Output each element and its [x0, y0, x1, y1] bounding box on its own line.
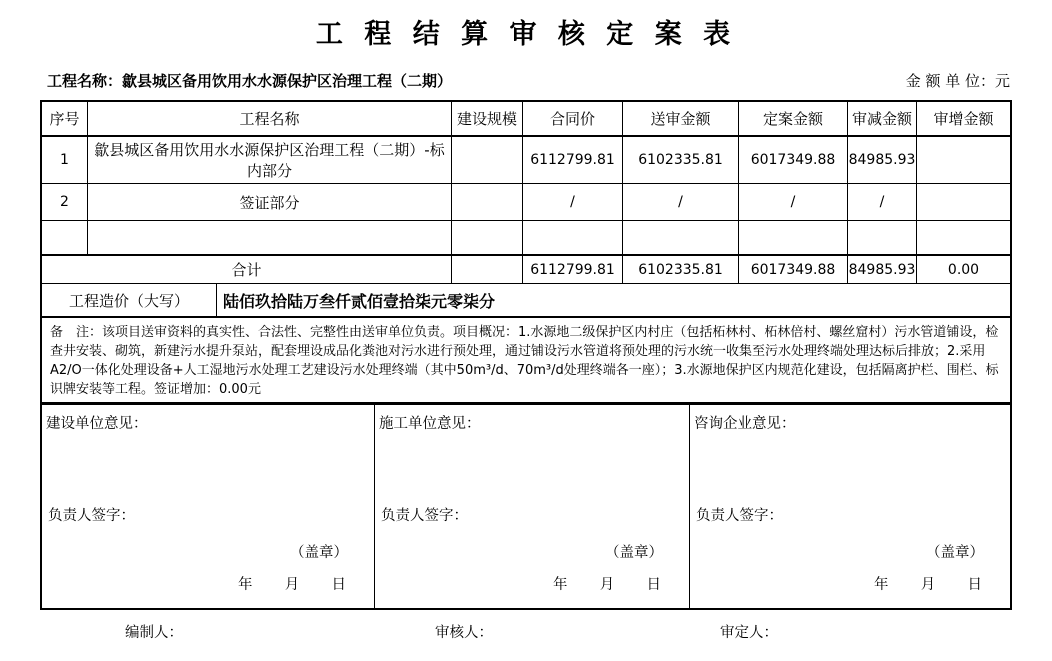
consultant-sign-label: 负责人签字：	[696, 508, 783, 524]
consultant-opinion-label: 咨询企业意见：	[694, 416, 796, 432]
contractor-seal-label: （盖章）	[605, 545, 663, 561]
owner-sign-label: 负责人签字：	[48, 508, 135, 524]
col-header-submitted-amount: 送审金额	[623, 102, 739, 135]
cell-row-no	[42, 221, 88, 254]
consultant-date-label: 年 月 日	[873, 577, 982, 593]
total-reduced-amount: 84985.93	[848, 256, 917, 283]
cell-project-name: 歙县城区备用饮用水水源保护区治理工程（二期）-标内部分	[88, 137, 452, 183]
table-header-row	[42, 102, 1010, 137]
owner-opinion-label: 建设单位意见：	[46, 416, 148, 432]
cell-finalized-amount: /	[739, 184, 848, 220]
cell-submitted-amount: 6102335.81	[623, 137, 739, 183]
total-increased-amount: 0.00	[947, 261, 980, 278]
total-label: 合计	[42, 256, 452, 283]
table-row	[42, 137, 1010, 184]
cell-project-name	[88, 221, 452, 254]
cell-finalized-amount	[739, 221, 848, 254]
cell-increased-amount	[917, 184, 1010, 220]
col-header-finalized-amount: 定案金额	[739, 102, 848, 135]
contractor-opinion-label: 施工单位意见：	[379, 416, 481, 432]
cell-contract-price	[523, 221, 623, 254]
cell-row-no: 1	[42, 137, 88, 183]
total-contract-price: 6112799.81	[523, 256, 623, 283]
col-header-no: 序号	[42, 102, 88, 135]
total-submitted-amount: 6102335.81	[623, 256, 739, 283]
table-row	[42, 184, 1010, 221]
remarks-row	[42, 318, 1010, 405]
cell-scale	[452, 221, 523, 254]
amount-in-words-row	[42, 284, 1010, 318]
total-scale	[452, 256, 523, 283]
consultant-seal-label: （盖章）	[926, 545, 984, 561]
amount-unit-label: 金 额 单 位：元	[905, 72, 1010, 90]
project-name-label: 工程名称：歙县城区备用饮用水水源保护区治理工程（二期）	[47, 72, 453, 90]
approver-label: 审定人：	[720, 625, 778, 641]
cell-increased-amount	[917, 137, 1010, 183]
col-header-project-name: 工程名称	[88, 102, 452, 135]
cell-submitted-amount: /	[623, 184, 739, 220]
cell-contract-price: /	[523, 184, 623, 220]
contractor-opinion-box	[375, 405, 690, 608]
amount-in-words-value: 陆佰玖拾陆万叁仟贰佰壹拾柒元零柒分	[223, 291, 496, 311]
cell-submitted-amount	[623, 221, 739, 254]
cell-reduced-amount: /	[848, 184, 917, 220]
col-header-contract-price: 合同价	[523, 102, 623, 135]
contractor-date-label: 年 月 日	[552, 577, 661, 593]
col-header-increased-amount: 审增金额	[933, 110, 994, 128]
total-finalized-amount: 6017349.88	[739, 256, 848, 283]
form-subheader	[47, 70, 1010, 91]
cell-scale	[452, 184, 523, 220]
remarks-text: 备 注：该项目送审资料的真实性、合法性、完整性由送审单位负责。项目概况：1.水源地二级保护区内村庄（包括柘林村、柘林倍村、螺丝窟村）污水管道铺设，检查井安装、砌筑，新建污水提升泵站，配套埋设成品化粪池对污水进行预处理，通过铺设污水管道将预处理的污水统一收集至污水处理终端处理达标后排放；2.采用A2/O一体化处理设备+人工湿地污水处理工艺建设污水处理终端（其中50m³/d、70m³/d处理终端各一座）；3.水源地保护区内规范化建设，包括隔离护栏、围栏、标识牌安装等工程。签证增加：0.00元	[50, 325, 999, 397]
amount-in-words-label: 工程造价（大写）	[42, 284, 217, 316]
contractor-sign-label: 负责人签字：	[381, 508, 468, 524]
col-header-scale: 建设规模	[452, 102, 523, 135]
owner-date-label: 年 月 日	[237, 577, 346, 593]
signature-row	[42, 405, 1010, 608]
cell-reduced-amount	[848, 221, 917, 254]
reviewer-label: 审核人：	[435, 625, 493, 641]
table-total-row	[42, 256, 1010, 284]
col-header-reduced-amount: 审减金额	[848, 102, 917, 135]
cell-finalized-amount: 6017349.88	[739, 137, 848, 183]
cell-reduced-amount: 84985.93	[848, 137, 917, 183]
settlement-table	[40, 100, 1012, 610]
cell-row-no: 2	[42, 184, 88, 220]
preparer-label: 编制人：	[125, 625, 183, 641]
cell-contract-price: 6112799.81	[523, 137, 623, 183]
cell-scale	[452, 137, 523, 183]
cell-project-name: 签证部分	[88, 184, 452, 220]
owner-opinion-box	[42, 405, 375, 608]
page-title: 工 程 结 算 审 核 定 案 表	[315, 19, 737, 50]
consultant-opinion-box	[690, 405, 1010, 608]
cell-increased-amount	[917, 221, 1010, 254]
table-row-empty	[42, 221, 1010, 256]
owner-seal-label: （盖章）	[290, 545, 348, 561]
